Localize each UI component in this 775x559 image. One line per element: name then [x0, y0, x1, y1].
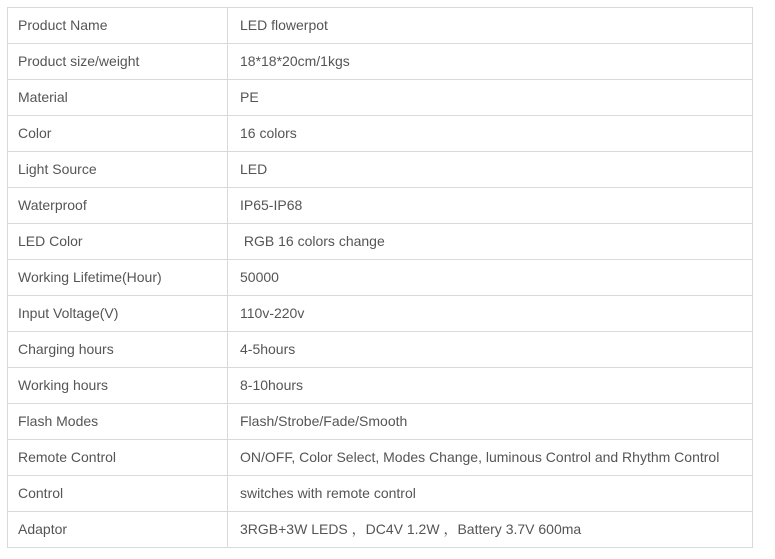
spec-value: RGB 16 colors change	[228, 224, 753, 260]
spec-label: Charging hours	[8, 332, 228, 368]
spec-label: Color	[8, 116, 228, 152]
table-row	[8, 224, 753, 260]
spec-label: Working Lifetime(Hour)	[8, 260, 228, 296]
spec-label: Product size/weight	[8, 44, 228, 80]
table-row	[8, 8, 753, 44]
spec-label: Flash Modes	[8, 404, 228, 440]
table-row	[8, 296, 753, 332]
table-row	[8, 260, 753, 296]
spec-value: 4-5hours	[228, 332, 753, 368]
table-row	[8, 44, 753, 80]
table-row	[8, 116, 753, 152]
table-row	[8, 368, 753, 404]
spec-label: Waterproof	[8, 188, 228, 224]
spec-value: 3RGB+3W LEDS ，DC4V 1.2W ，Battery 3.7V 600ma	[228, 512, 753, 548]
table-row	[8, 152, 753, 188]
spec-label: Remote Control	[8, 440, 228, 476]
table-row	[8, 332, 753, 368]
table-row	[8, 80, 753, 116]
table-row	[8, 440, 753, 476]
spec-value: ON/OFF, Color Select, Modes Change, luminous Control and Rhythm Control	[228, 440, 753, 476]
spec-value: 110v-220v	[228, 296, 753, 332]
spec-label: LED Color	[8, 224, 228, 260]
spec-table-body	[8, 8, 753, 548]
spec-value: LED flowerpot	[228, 8, 753, 44]
spec-value: 16 colors	[228, 116, 753, 152]
spec-value: IP65-IP68	[228, 188, 753, 224]
spec-label: Working hours	[8, 368, 228, 404]
spec-label: Light Source	[8, 152, 228, 188]
spec-value: 8-10hours	[228, 368, 753, 404]
spec-value: 50000	[228, 260, 753, 296]
spec-label: Input Voltage(V)	[8, 296, 228, 332]
table-row	[8, 188, 753, 224]
spec-label: Adaptor	[8, 512, 228, 548]
spec-value: 18*18*20cm/1kgs	[228, 44, 753, 80]
table-row	[8, 512, 753, 548]
table-row	[8, 476, 753, 512]
spec-value: PE	[228, 80, 753, 116]
spec-label: Product Name	[8, 8, 228, 44]
product-spec-table	[7, 7, 753, 548]
spec-value: LED	[228, 152, 753, 188]
spec-label: Material	[8, 80, 228, 116]
table-row	[8, 404, 753, 440]
spec-value: Flash/Strobe/Fade/Smooth	[228, 404, 753, 440]
spec-label: Control	[8, 476, 228, 512]
spec-value: switches with remote control	[228, 476, 753, 512]
